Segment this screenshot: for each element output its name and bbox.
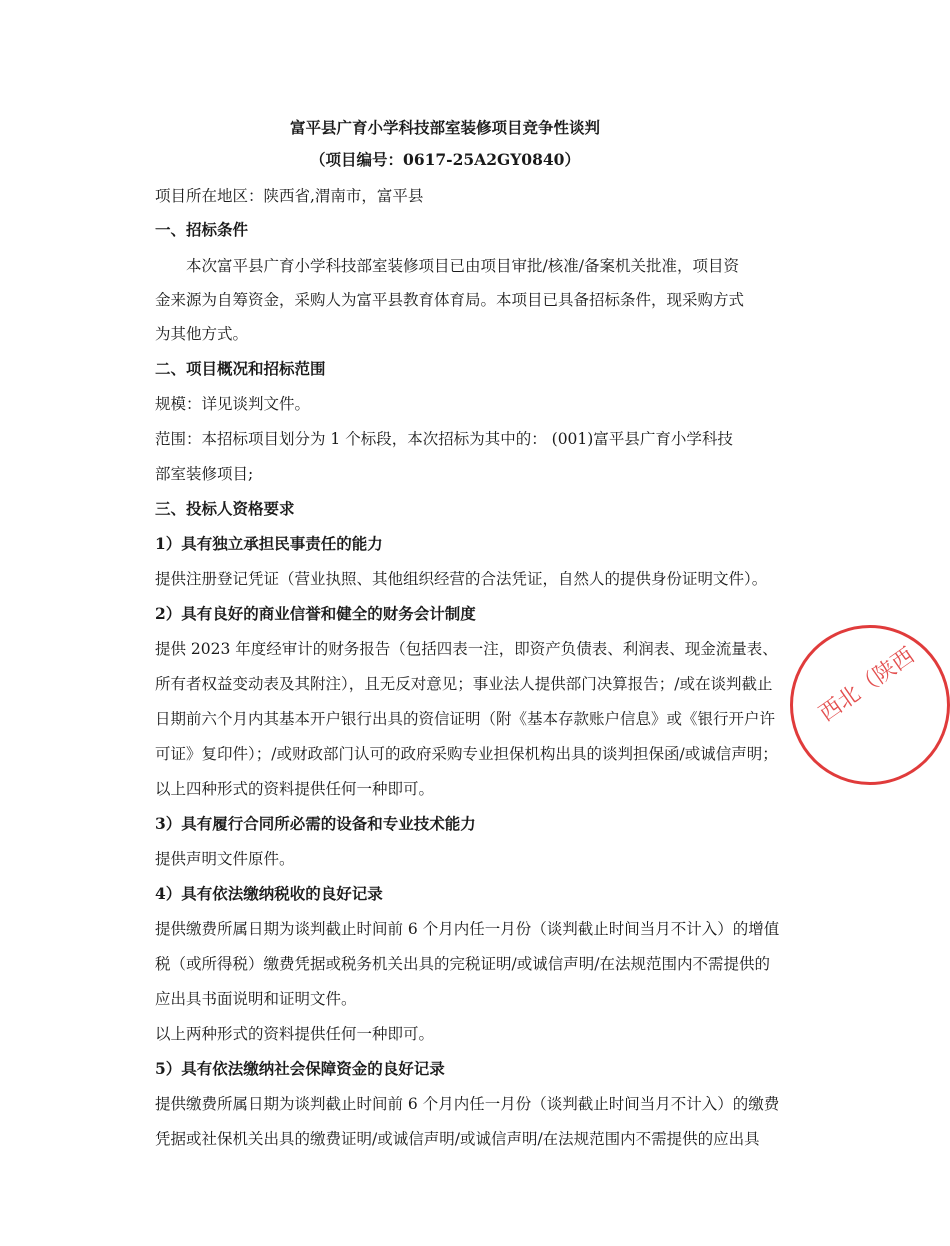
project-region: 项目所在地区：陕西省,渭南市，富平县 xyxy=(155,187,424,205)
section-1-paragraph-line: 本次富平县广育小学科技部室装修项目已由项目审批/核准/备案机关批准，项目资 xyxy=(186,257,739,275)
requirement-1-text: 提供注册登记凭证（营业执照、其他组织经营的合法凭证，自然人的提供身份证明文件）。 xyxy=(155,570,768,588)
requirement-5-text-line: 凭据或社保机关出具的缴费证明/或诚信声明/或诚信声明/在法规范围内不需提供的应出具 xyxy=(155,1130,760,1148)
section-1-paragraph-line: 为其他方式。 xyxy=(155,325,249,343)
seal-text: 西北（陕西 xyxy=(814,643,920,727)
requirement-2-text-line: 日期前六个月内其基本开户银行出具的资信证明（附《基本存款账户信息》或《银行开户许 xyxy=(155,710,776,728)
section-2-heading: 二、项目概况和招标范围 xyxy=(155,359,326,378)
project-number: （项目编号：0617-25A2GY0840） xyxy=(310,150,580,169)
requirement-3-text: 提供声明文件原件。 xyxy=(155,850,295,868)
requirement-3-heading: 3）具有履行合同所必需的设备和专业技术能力 xyxy=(155,814,476,833)
requirement-1-heading: 1）具有独立承担民事责任的能力 xyxy=(155,534,383,553)
section-1-heading: 一、招标条件 xyxy=(155,220,249,239)
scope-text-line: 部室装修项目; xyxy=(155,465,254,483)
requirement-2-text-line: 可证》复印件）；/或财政部门认可的政府采购专业担保机构出具的谈判担保函/或诚信声明； xyxy=(155,745,778,763)
requirement-2-text-line: 提供 2023 年度经审计的财务报告（包括四表一注，即资产负债表、利润表、现金流量表、 xyxy=(155,640,778,658)
requirement-4-text-line: 税（或所得税）缴费凭据或税务机关出具的完税证明/或诚信声明/在法规范围内不需提供的 xyxy=(155,955,770,973)
section-1-paragraph-line: 金来源为自筹资金，采购人为富平县教育体育局。本项目已具备招标条件，现采购方式 xyxy=(155,291,745,309)
section-3-heading: 三、投标人资格要求 xyxy=(155,499,295,518)
official-seal-stamp xyxy=(790,625,950,785)
requirement-2-heading: 2）具有良好的商业信誉和健全的财务会计制度 xyxy=(155,604,476,623)
requirement-4-text-line: 应出具书面说明和证明文件。 xyxy=(155,990,357,1008)
requirement-5-text-line: 提供缴费所属日期为谈判截止时间前 6 个月内任一月份（谈判截止时间当月不计入）的缴费 xyxy=(155,1095,780,1113)
requirement-4-text-line: 以上两种形式的资料提供任何一种即可。 xyxy=(155,1025,435,1043)
scale-text: 规模：详见谈判文件。 xyxy=(155,395,311,413)
requirement-4-text-line: 提供缴费所属日期为谈判截止时间前 6 个月内任一月份（谈判截止时间当月不计入）的增值 xyxy=(155,920,780,938)
requirement-2-text-line: 以上四种形式的资料提供任何一种即可。 xyxy=(155,780,435,798)
scope-text-line: 范围：本招标项目划分为 1 个标段，本次招标为其中的： (001)富平县广育小学科技 xyxy=(155,430,733,448)
requirement-5-heading: 5）具有依法缴纳社会保障资金的良好记录 xyxy=(155,1059,445,1078)
requirement-2-text-line: 所有者权益变动表及其附注），且无反对意见；事业法人提供部门决算报告；/或在谈判截止 xyxy=(155,675,773,693)
document-title: 富平县广育小学科技部室装修项目竞争性谈判 xyxy=(289,118,600,137)
requirement-4-heading: 4）具有依法缴纳税收的良好记录 xyxy=(155,884,383,903)
